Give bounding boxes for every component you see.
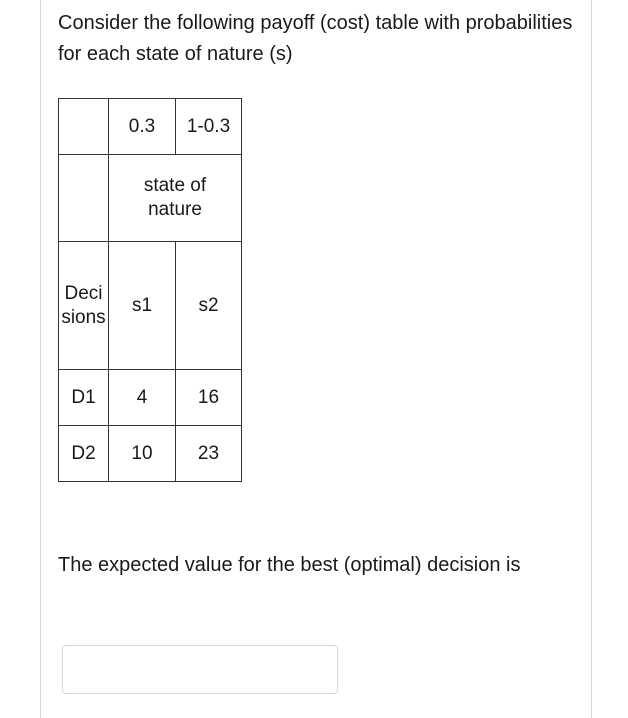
probability-s2: 1-0.3 xyxy=(176,99,242,155)
state-of-nature-label: state of nature xyxy=(143,175,207,220)
state-header-row xyxy=(59,155,242,242)
state-of-nature-header xyxy=(109,155,242,242)
cost-cell: 10 xyxy=(109,426,176,482)
empty-cell xyxy=(59,155,109,242)
empty-cell xyxy=(59,99,109,155)
question-text: The expected value for the best (optimal) decision is xyxy=(58,554,521,576)
payoff-table xyxy=(58,98,242,482)
probability-s1: 0.3 xyxy=(109,99,176,155)
state-s2: s2 xyxy=(176,242,242,370)
decision-label: D1 xyxy=(59,370,109,426)
intro-text: Consider the following payoff (cost) table with probabilities for each state of nature (s) xyxy=(58,12,573,65)
cost-cell: 23 xyxy=(176,426,242,482)
state-s1: s1 xyxy=(109,242,176,370)
probability-row xyxy=(59,99,242,155)
decisions-header xyxy=(59,242,109,370)
table-row xyxy=(59,426,242,482)
table-row xyxy=(59,370,242,426)
cost-cell: 16 xyxy=(176,370,242,426)
cost-cell: 4 xyxy=(109,370,176,426)
decision-label: D2 xyxy=(59,426,109,482)
decisions-label: Decisions xyxy=(61,282,106,328)
states-row xyxy=(59,242,242,370)
answer-input[interactable] xyxy=(62,645,338,694)
